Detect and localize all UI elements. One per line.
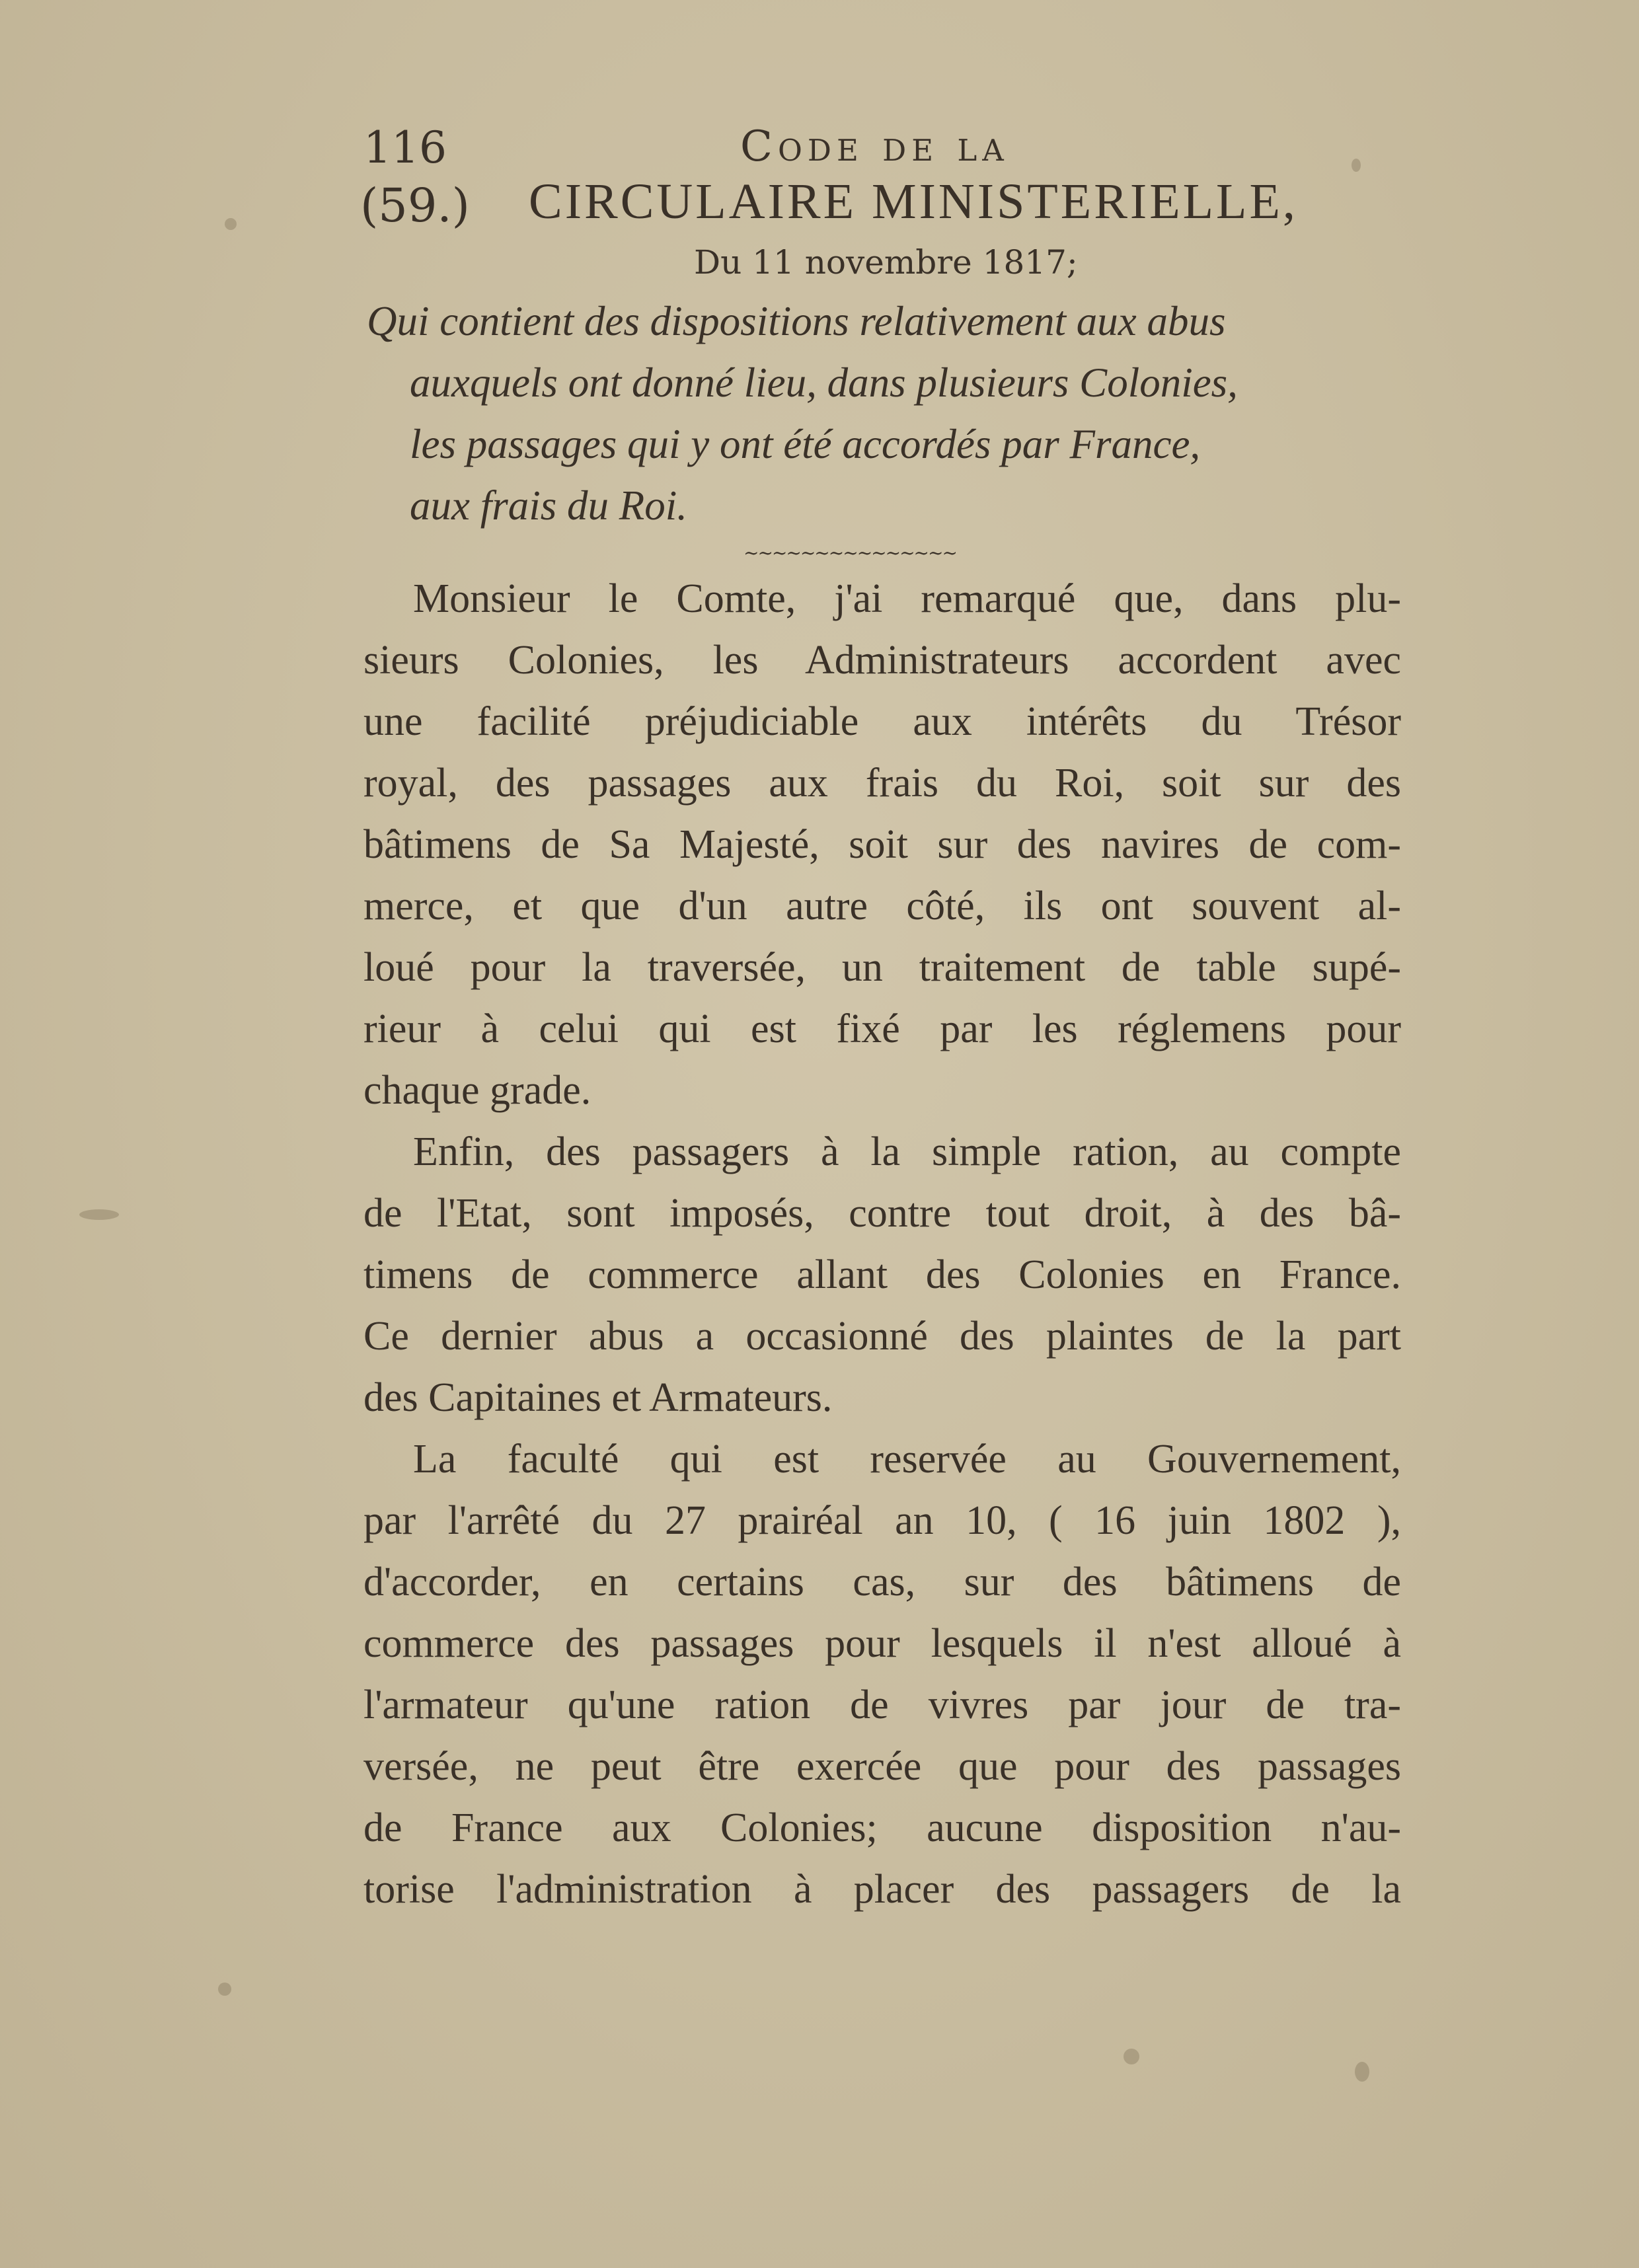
- text-line: l'armateur qu'une ration de vivres par jour de tra-: [363, 1682, 1401, 1727]
- summary-line: Qui contient des dispositions relativement aux abus: [367, 298, 1226, 344]
- text-line: bâtimens de Sa Majesté, soit sur des navires de com-: [363, 822, 1401, 867]
- paragraph-3: [363, 1429, 1401, 1920]
- summary-line: aux frais du Roi.: [410, 482, 687, 529]
- document-title: CIRCULAIRE MINISTERIELLE,: [529, 174, 1298, 229]
- summary-line: les passages qui y ont été accordés par France,: [410, 421, 1201, 467]
- text-line: La faculté qui est reservée au Gouvernement,: [413, 1437, 1401, 1482]
- text-line: merce, et que d'un autre côté, ils ont souvent al-: [363, 884, 1401, 928]
- text-line: Ce dernier abus a occasionné des plaintes de la part: [363, 1314, 1401, 1359]
- text-line: de l'Etat, sont imposés, contre tout droit, à des bâ-: [363, 1191, 1401, 1236]
- text-line: rieur à celui qui est fixé par les réglemens pour: [363, 1006, 1401, 1051]
- foxing-spot: [1124, 2049, 1139, 2064]
- document-date: Du 11 novembre 1817;: [694, 243, 1078, 282]
- document-summary: [367, 291, 1411, 537]
- document-number: (59.): [360, 178, 470, 233]
- paragraph-1: [363, 568, 1401, 1121]
- foxing-spot: [1355, 2062, 1369, 2082]
- text-line: des Capitaines et Armateurs.: [363, 1375, 833, 1420]
- text-line: loué pour la traversée, un traitement de table supé-: [363, 945, 1401, 990]
- text-line: de France aux Colonies; aucune disposition n'au-: [363, 1805, 1401, 1850]
- paragraph-2: [363, 1121, 1401, 1429]
- text-line: versée, ne peut être exercée que pour des passages: [363, 1744, 1401, 1789]
- decorative-rule: ~~~~~~~~~~~~~~~: [743, 542, 956, 564]
- text-line: timens de commerce allant des Colonies en France.: [363, 1252, 1401, 1297]
- running-head: Code de la: [740, 122, 1009, 171]
- text-line: sieurs Colonies, les Administrateurs accordent avec: [363, 638, 1401, 683]
- text-line: royal, des passages aux frais du Roi, soit sur des: [363, 761, 1401, 806]
- summary-line: auxquels ont donné lieu, dans plusieurs Colonies,: [410, 359, 1238, 406]
- text-line: d'accorder, en certains cas, sur des bâtimens de: [363, 1560, 1401, 1605]
- foxing-spot: [79, 1209, 119, 1220]
- text-line: chaque grade.: [363, 1068, 591, 1113]
- text-line: torise l'administration à placer des passagers de la: [363, 1867, 1401, 1912]
- text-line: commerce des passages pour lesquels il n'est alloué à: [363, 1621, 1401, 1666]
- text-line: une facilité préjudiciable aux intérêts du Trésor: [363, 699, 1401, 744]
- text-line: Enfin, des passagers à la simple ration, au compte: [413, 1129, 1401, 1174]
- page-number: 116: [363, 122, 447, 173]
- text-line: par l'arrêté du 27 prairéal an 10, ( 16 juin 1802 ),: [363, 1498, 1401, 1543]
- foxing-spot: [218, 1983, 231, 1996]
- body-text: [363, 568, 1401, 1920]
- text-line: Monsieur le Comte, j'ai remarqué que, dans plu-: [413, 576, 1401, 621]
- foxing-spot: [225, 218, 237, 230]
